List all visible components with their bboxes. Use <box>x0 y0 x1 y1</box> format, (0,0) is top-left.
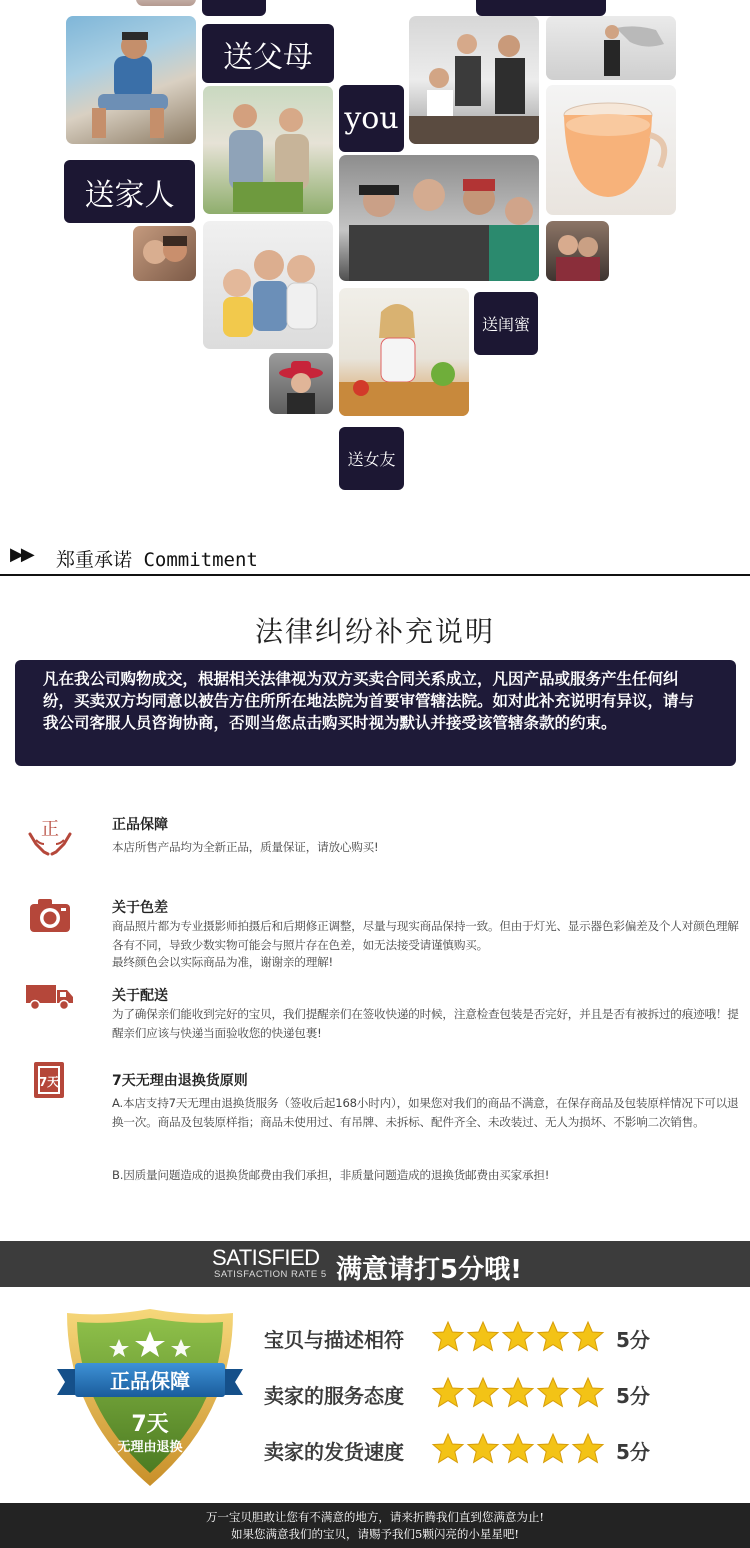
photo-parents-shopping <box>203 86 333 214</box>
policy-genuine-title: 正品保障 <box>112 817 168 833</box>
satisfaction-prompt: 满意请打5分哦! <box>336 1255 522 1285</box>
footer-message <box>0 1503 750 1548</box>
footer-line-1: 万一宝贝胆敢让您有不满意的地方，请来折腾我们直到您满意为止! <box>205 1510 545 1524</box>
policy-color-title: 关于色差 <box>112 900 168 916</box>
rating-row-description <box>264 1318 684 1358</box>
star-icon <box>536 1376 570 1410</box>
commitment-title: 郑重承诺 Commitment <box>56 549 258 571</box>
seven-day-icon-text: 7天 <box>38 1075 60 1089</box>
tile-gift-parents <box>202 24 334 83</box>
star-icon <box>571 1320 605 1354</box>
star-icon <box>466 1376 500 1410</box>
photo-couple-kiss <box>133 226 196 281</box>
genuine-icon-char: 正 <box>41 819 59 840</box>
tile-gift-bestie-label: 送闺蜜 <box>481 315 530 334</box>
policy-7day-text-b: B.因质量问题造成的退换货邮费由我们承担，非质量问题造成的退换货邮费由买家承担! <box>112 1168 550 1182</box>
policy-7day-return <box>0 1062 750 1192</box>
photo-man-sitting <box>66 16 196 144</box>
star-icon <box>536 1320 570 1354</box>
policy-color-text-final: 最终颜色会以实际商品为准，谢谢亲的理解! <box>112 955 333 969</box>
policy-genuine <box>0 812 750 872</box>
rating-label: 宝贝与描述相符 <box>264 1328 404 1352</box>
badge-main-label: 正品保障 <box>110 1369 190 1393</box>
satisfaction-banner <box>0 1241 750 1287</box>
photo-office-meeting <box>409 16 539 144</box>
seven-day-calendar-icon <box>32 1060 66 1102</box>
rating-label: 卖家的发货速度 <box>264 1440 404 1464</box>
tile-top-partial-right <box>476 0 606 16</box>
tile-gift-girlfriend <box>339 427 404 490</box>
tile-you <box>339 85 404 152</box>
legal-notice-title: 法律纠纷补充说明 <box>254 615 495 648</box>
tile-gift-family <box>64 160 195 223</box>
rating-score: 5分 <box>616 1328 650 1352</box>
star-icon <box>431 1432 465 1466</box>
photo-friends-group <box>339 155 539 281</box>
star-icon <box>466 1320 500 1354</box>
policy-genuine-text: 本店所售产品均为全新正品，质量保证，请放心购买! <box>112 840 379 854</box>
rating-row-service <box>264 1374 684 1414</box>
star-icon <box>501 1376 535 1410</box>
policy-delivery-text: 为了确保亲们能收到完好的宝贝，我们提醒亲们在签收快递的时候，注意检查包装是否完好，并且是否有被拆过的痕迹哦！提醒亲们应该与快递当面验收您的快递包裹! <box>112 1007 739 1040</box>
rating-stars <box>431 1320 606 1354</box>
photo-girl-cooking <box>339 288 469 416</box>
rating-stars <box>431 1376 606 1410</box>
badge-days-label: 7天 <box>131 1412 169 1437</box>
policy-7day-title: 7天无理由退换货原则 <box>112 1073 248 1089</box>
badge-sub-label: 无理由退换 <box>117 1440 183 1455</box>
gift-photo-collage <box>0 0 750 510</box>
genuine-guarantee-badge <box>55 1305 245 1490</box>
footer-line-2: 如果您满意我们的宝贝，请赐予我们5颗闪亮的小星星吧! <box>231 1527 519 1541</box>
photo-two-friends <box>546 221 609 281</box>
tile-gift-parents-label: 送父母 <box>223 39 313 75</box>
policy-delivery <box>0 985 750 1045</box>
genuine-hands-icon <box>26 814 74 858</box>
satisfaction-rate-subtitle: SATISFACTION RATE 5 <box>214 1269 327 1280</box>
photo-family-hug <box>203 221 333 349</box>
star-icon <box>501 1320 535 1354</box>
photo-girl-red-hat <box>269 353 333 414</box>
rating-score: 5分 <box>616 1384 650 1408</box>
rating-label: 卖家的服务态度 <box>264 1384 404 1408</box>
photo-juice-glass <box>546 85 676 215</box>
commitment-header <box>0 540 750 576</box>
tile-you-label: you <box>344 101 399 136</box>
legal-notice-text: 凡在我公司购物成交，根据相关法律视为双方买卖合同关系成立，凡因产品或服务产生任何纠纷，买卖双方均同意以被告方住所所在地法院为首要审管辖法院。如对此补充说明有异议，请与我公司客服人员咨询协商，否则当您点击购买时视为默认并接受该管辖条款的约束。 <box>43 670 695 732</box>
star-icon <box>431 1376 465 1410</box>
camera-icon <box>26 895 74 939</box>
rating-row-shipping <box>264 1430 684 1470</box>
star-icon <box>571 1432 605 1466</box>
photo-businessman <box>546 16 676 80</box>
rating-stars <box>431 1432 606 1466</box>
star-icon <box>536 1432 570 1466</box>
legal-notice-box <box>15 660 736 766</box>
star-icon <box>501 1432 535 1466</box>
star-icon <box>431 1320 465 1354</box>
policy-7day-text-a: A.本店支持7天无理由退换货服务（签收后起168小时内），如果您对我们的商品不满意，在保存商品及包装原样情况下可以退换一次。商品及包装原样指；商品未使用过、有吊牌、未拆标、配件齐全、未改装过、无人为损坏、不影响二次销售。 <box>112 1096 739 1129</box>
policy-color-difference <box>0 895 750 975</box>
star-icon <box>466 1432 500 1466</box>
tile-gift-bestie <box>474 292 538 355</box>
policy-delivery-title: 关于配送 <box>112 988 168 1004</box>
tile-gift-family-label: 送家人 <box>84 177 175 213</box>
tile-gift-girlfriend-label: 送女友 <box>347 450 396 469</box>
double-arrow-icon: ▶▶ <box>10 544 32 565</box>
satisfied-heading: SATISFIED <box>212 1245 320 1270</box>
star-icon <box>571 1376 605 1410</box>
delivery-truck-icon <box>26 981 74 1025</box>
policy-color-text: 商品照片都为专业摄影师拍摄后和后期修正调整，尽量与现实商品保持一致。但由于灯光、显示器色彩偏差及个人对颜色理解各有不同，导致少数实物可能会与照片存在色差，如无法接受请谨慎购买。 <box>112 919 739 952</box>
rating-score: 5分 <box>616 1440 650 1464</box>
photo-top-partial-left <box>136 0 196 6</box>
tile-top-partial-left <box>202 0 266 16</box>
